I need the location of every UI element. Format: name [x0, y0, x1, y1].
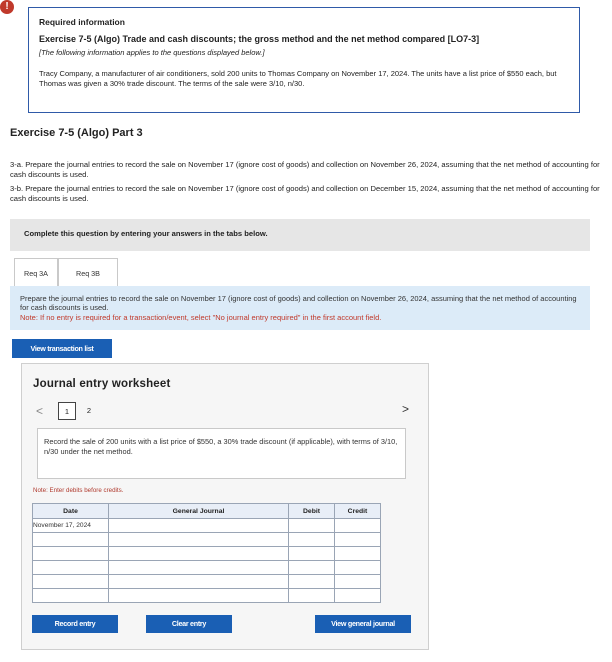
account-input[interactable]: [109, 589, 289, 603]
task-3a: 3-a. Prepare the journal entries to record the sale on November 17 (ignore cost of goods) and collection on November 26, 2024, assuming that the net method of accounting for cash discounts is used.: [10, 160, 600, 179]
table-row: [33, 589, 381, 603]
debit-input[interactable]: [289, 519, 335, 533]
date-cell[interactable]: [33, 575, 109, 589]
chevron-right-icon[interactable]: >: [402, 402, 410, 416]
credit-header: Credit: [335, 504, 381, 519]
debit-input[interactable]: [289, 547, 335, 561]
transaction-description: Record the sale of 200 units with a list price of $550, a 30% trade discount (if applicable), with terms of 3/10, n/30 under the net method.: [37, 428, 406, 479]
date-cell[interactable]: [33, 533, 109, 547]
debit-input[interactable]: [289, 575, 335, 589]
debit-input[interactable]: [289, 533, 335, 547]
page-1-button[interactable]: 1: [58, 402, 76, 420]
exercise-title: Exercise 7-5 (Algo) Trade and cash discounts; the gross method and the net method compared [LO7-3]: [39, 34, 480, 44]
applies-note: [The following information applies to the questions displayed below.]: [39, 48, 265, 57]
account-input[interactable]: [109, 561, 289, 575]
date-cell[interactable]: [33, 589, 109, 603]
table-row: [33, 519, 381, 533]
chevron-left-icon[interactable]: <: [36, 404, 44, 418]
credit-input[interactable]: [335, 519, 381, 533]
general-journal-header: General Journal: [109, 504, 289, 519]
account-input[interactable]: [109, 575, 289, 589]
alert-icon: !: [0, 0, 14, 14]
worksheet-title: Journal entry worksheet: [33, 378, 171, 390]
credit-input[interactable]: [335, 561, 381, 575]
journal-table: [32, 503, 381, 603]
debit-input[interactable]: [289, 589, 335, 603]
table-row: [33, 533, 381, 547]
page-2-button[interactable]: 2: [86, 406, 92, 415]
complete-banner: Complete this question by entering your answers in the tabs below.: [10, 219, 590, 251]
requirement-tabs: [14, 258, 118, 286]
instruction-note: Note: If no entry is required for a transaction/event, select "No journal entry required" in the first account field.: [20, 312, 382, 322]
credit-input[interactable]: [335, 533, 381, 547]
account-input[interactable]: [109, 547, 289, 561]
tab-req-3b[interactable]: Req 3B: [58, 258, 118, 286]
account-input[interactable]: [109, 533, 289, 547]
instruction-panel: [10, 286, 590, 330]
required-info-title: Required information: [39, 17, 125, 27]
instruction-text: Prepare the journal entries to record the sale on November 17 (ignore cost of goods) and collection on November 26, 2024, assuming that the net method of accounting for cash discounts is used.: [20, 294, 577, 313]
date-cell[interactable]: [33, 547, 109, 561]
tab-req-3a[interactable]: Req 3A: [14, 258, 58, 286]
table-row: [33, 561, 381, 575]
clear-entry-button[interactable]: Clear entry: [146, 615, 232, 633]
debit-header: Debit: [289, 504, 335, 519]
credit-input[interactable]: [335, 589, 381, 603]
part-heading: Exercise 7-5 (Algo) Part 3: [10, 127, 143, 139]
date-cell[interactable]: November 17, 2024: [33, 519, 109, 533]
scenario-text: Tracy Company, a manufacturer of air conditioners, sold 200 units to Thomas Company on November 17, 2024. The units have a list price of $550 each, but Thomas was given a 30% trade discount. The terms of the sale were 3/10, n/30.: [39, 69, 557, 88]
required-information-box: [28, 7, 580, 113]
account-input[interactable]: [109, 519, 289, 533]
journal-entry-worksheet: [21, 363, 429, 650]
view-general-journal-button[interactable]: View general journal: [315, 615, 411, 633]
worksheet-pager: [36, 402, 98, 420]
credit-input[interactable]: [335, 547, 381, 561]
table-row: [33, 575, 381, 589]
task-3b: 3-b. Prepare the journal entries to record the sale on November 17 (ignore cost of goods) and collection on December 15, 2024, assuming that the net method of accounting for cash discounts is used.: [10, 184, 600, 203]
record-entry-button[interactable]: Record entry: [32, 615, 118, 633]
debits-note: Note: Enter debits before credits.: [33, 487, 124, 494]
debit-input[interactable]: [289, 561, 335, 575]
view-transaction-list-button[interactable]: View transaction list: [12, 339, 112, 358]
date-cell[interactable]: [33, 561, 109, 575]
credit-input[interactable]: [335, 575, 381, 589]
date-header: Date: [33, 504, 109, 519]
table-row: [33, 547, 381, 561]
